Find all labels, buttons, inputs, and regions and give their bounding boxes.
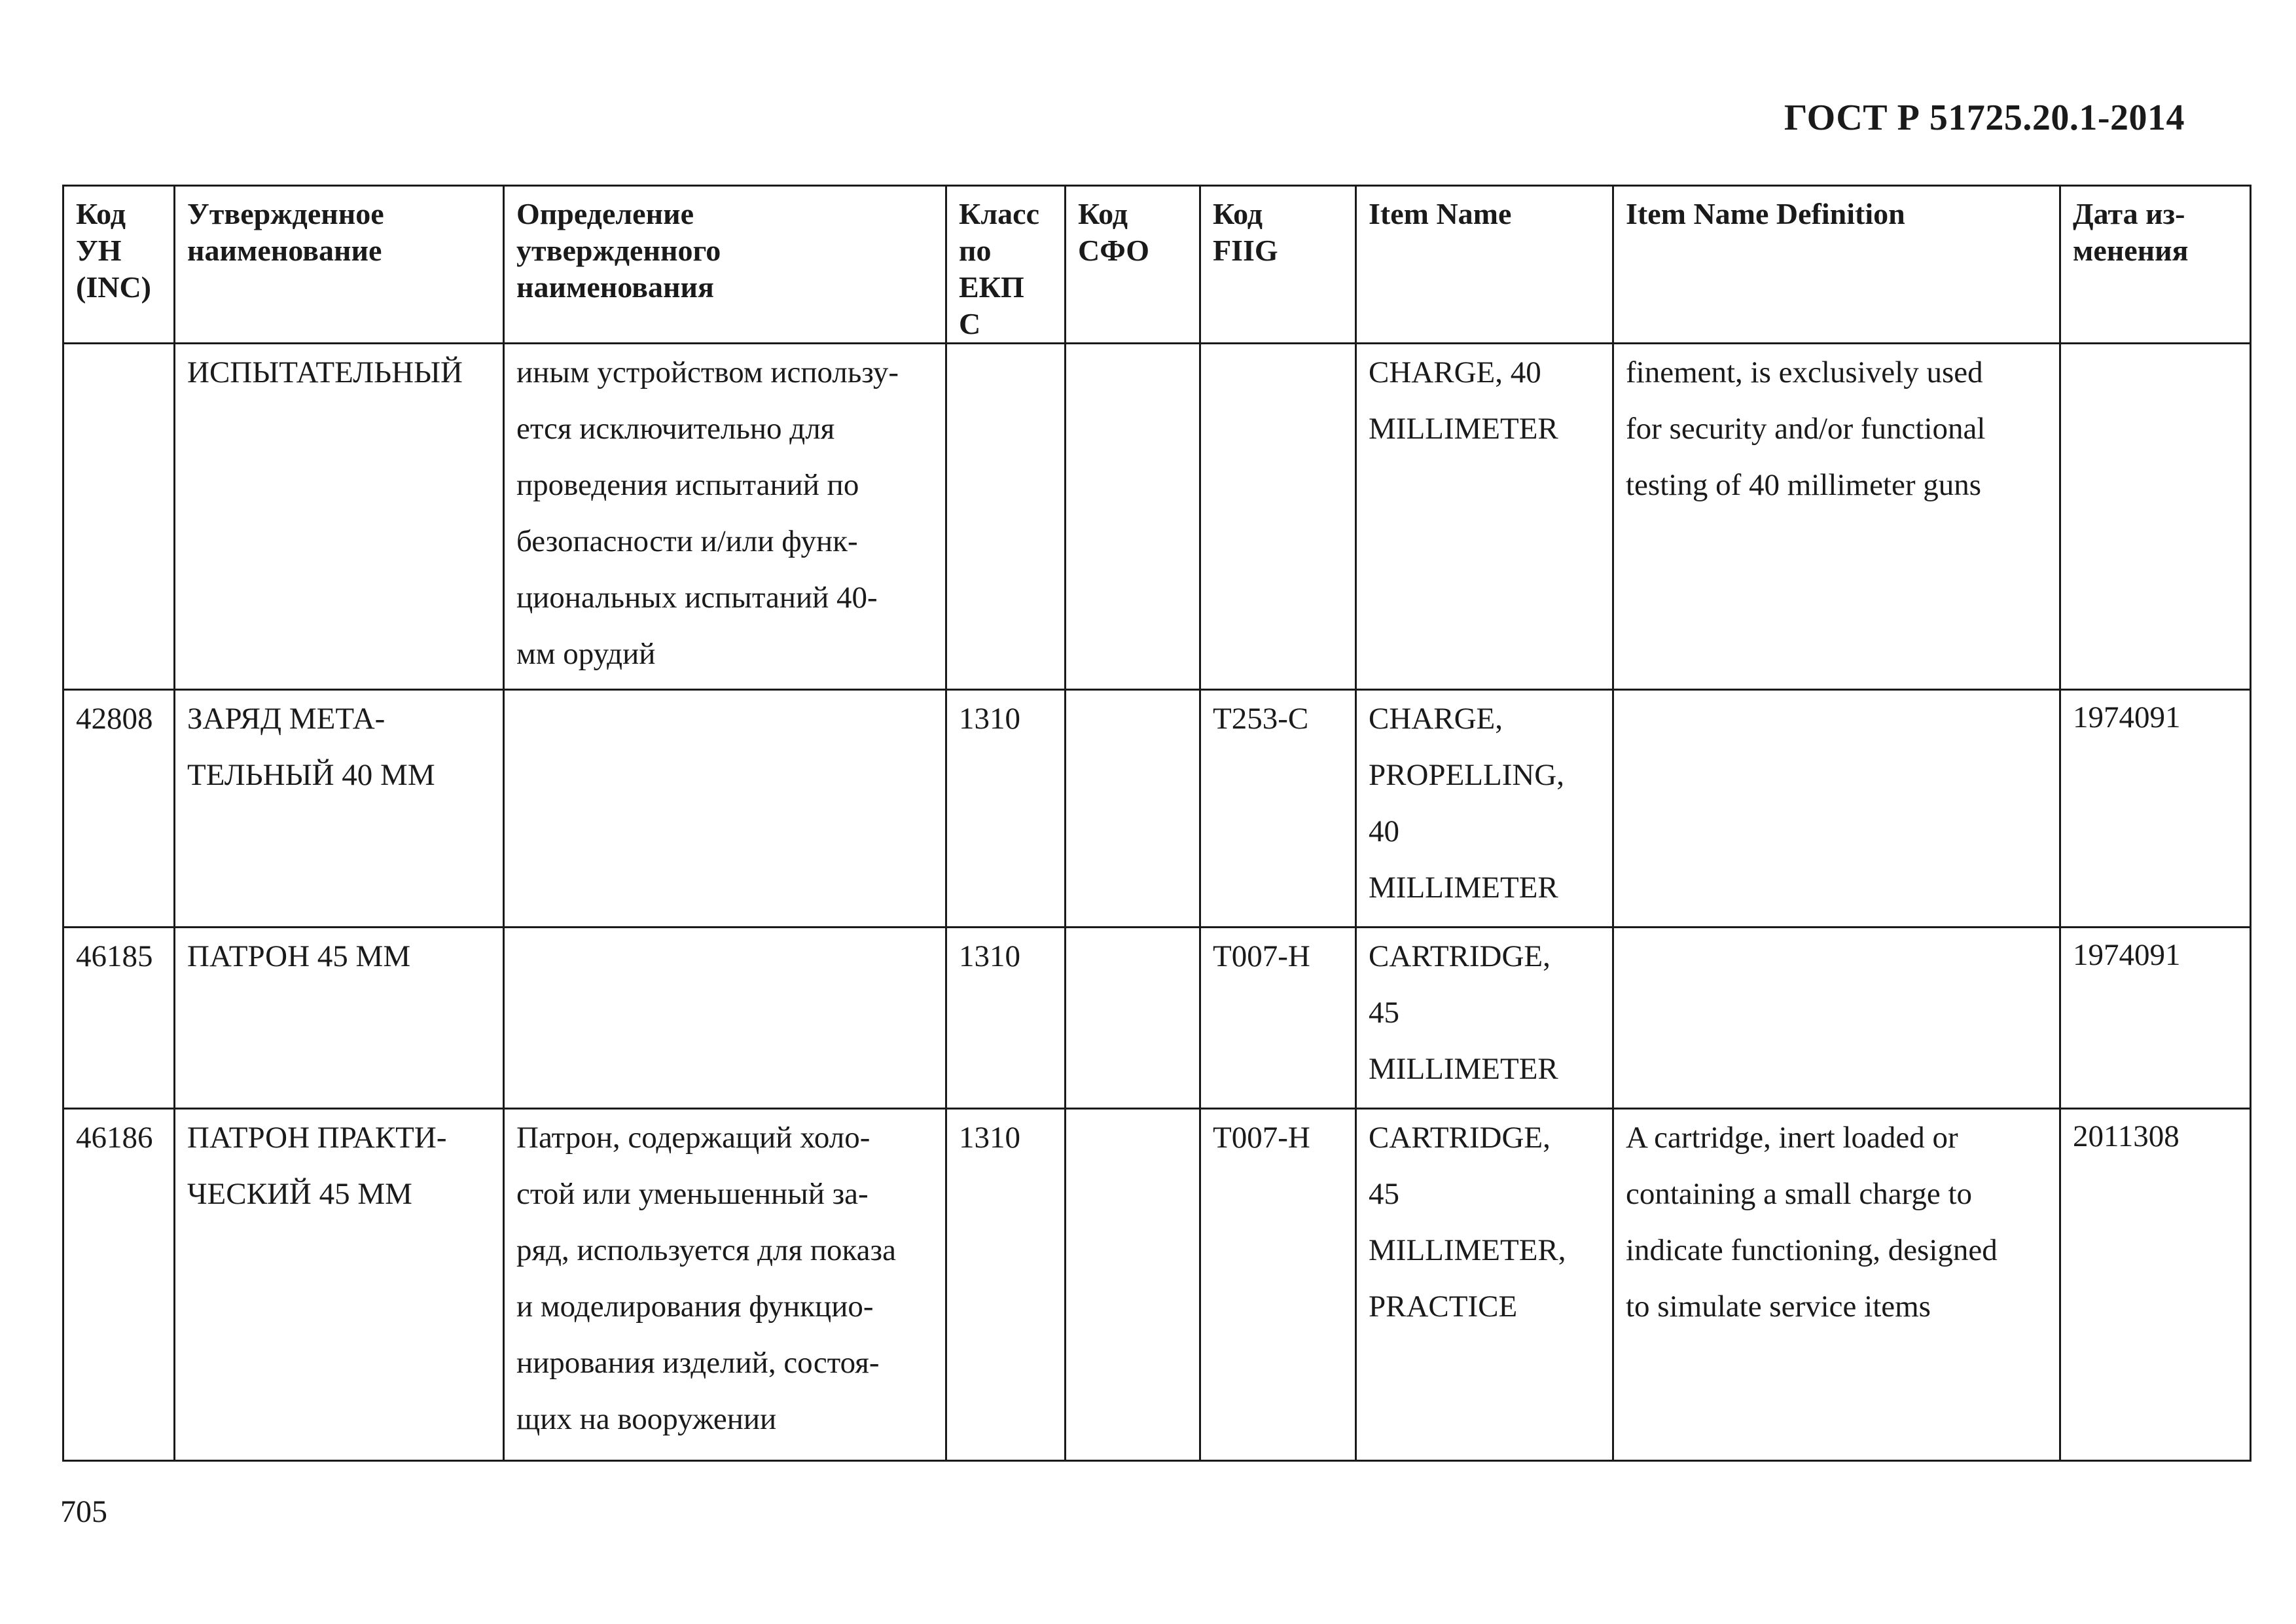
cell-definition: иным устройством использу- ется исключительно для проведения испытаний по безопасности и/или функ- циональных испытаний 40- мм орудий [504, 344, 946, 690]
cell-sfo [1066, 1109, 1200, 1461]
cell-item-name: CARTRIDGE, 45 MILLIMETER [1356, 928, 1613, 1109]
document-code: ГОСТ Р 51725.20.1-2014 [1784, 98, 2185, 138]
cell-sfo [1066, 344, 1200, 690]
item-names-table [62, 185, 2251, 1462]
cell-class: 1310 [946, 928, 1066, 1109]
header-item-name: Item Name [1356, 186, 1613, 344]
header-item-name-definition: Item Name Definition [1613, 186, 2060, 344]
cell-item-name: CHARGE, 40 MILLIMETER [1356, 344, 1613, 690]
cell-item-name-definition: finement, is exclusively used for security and/or functional testing of 40 millimeter guns [1613, 344, 2060, 690]
cell-approved-name: ПАТРОН 45 ММ [175, 928, 504, 1109]
cell-fiig: T007-H [1200, 928, 1356, 1109]
table-row [63, 1109, 2251, 1461]
table-row [63, 344, 2251, 690]
cell-inc [63, 344, 175, 690]
cell-definition [504, 928, 946, 1109]
cell-item-name: CARTRIDGE, 45 MILLIMETER, PRACTICE [1356, 1109, 1613, 1461]
header-class: Класс по ЕКП С [946, 186, 1066, 344]
cell-fiig [1200, 344, 1356, 690]
cell-item-name-definition: A cartridge, inert loaded or containing a small charge to indicate functioning, designed to simulate service items [1613, 1109, 2060, 1461]
header-definition: Определение утвержденного наименования [504, 186, 946, 344]
header-inc: Код УН (INC) [63, 186, 175, 344]
cell-inc: 46186 [63, 1109, 175, 1461]
cell-class: 1310 [946, 690, 1066, 928]
header-fiig: Код FIIG [1200, 186, 1356, 344]
table-header-row [63, 186, 2251, 344]
cell-change-date: 1974091 [2060, 928, 2251, 1109]
header-change-date: Дата из- менения [2060, 186, 2251, 344]
cell-change-date [2060, 344, 2251, 690]
cell-fiig: T253-C [1200, 690, 1356, 928]
cell-approved-name: ЗАРЯД МЕТА- ТЕЛЬНЫЙ 40 ММ [175, 690, 504, 928]
cell-approved-name: ПАТРОН ПРАКТИ- ЧЕСКИЙ 45 ММ [175, 1109, 504, 1461]
cell-definition: Патрон, содержащий холо- стой или уменьшенный за- ряд, используется для показа и моделирования функцио- нирования изделий, состоя- щих на вооружении [504, 1109, 946, 1461]
cell-item-name-definition [1613, 928, 2060, 1109]
cell-sfo [1066, 690, 1200, 928]
cell-item-name: CHARGE, PROPELLING, 40 MILLIMETER [1356, 690, 1613, 928]
cell-sfo [1066, 928, 1200, 1109]
cell-inc: 46185 [63, 928, 175, 1109]
cell-fiig: T007-H [1200, 1109, 1356, 1461]
header-approved-name: Утвержденное наименование [175, 186, 504, 344]
table-row [63, 928, 2251, 1109]
cell-change-date: 1974091 [2060, 690, 2251, 928]
cell-approved-name: ИСПЫТАТЕЛЬНЫЙ [175, 344, 504, 690]
header-sfo: Код СФО [1066, 186, 1200, 344]
cell-class [946, 344, 1066, 690]
cell-inc: 42808 [63, 690, 175, 928]
cell-item-name-definition [1613, 690, 2060, 928]
cell-change-date: 2011308 [2060, 1109, 2251, 1461]
cell-class: 1310 [946, 1109, 1066, 1461]
page-number: 705 [60, 1494, 107, 1529]
cell-definition [504, 690, 946, 928]
table-row [63, 690, 2251, 928]
